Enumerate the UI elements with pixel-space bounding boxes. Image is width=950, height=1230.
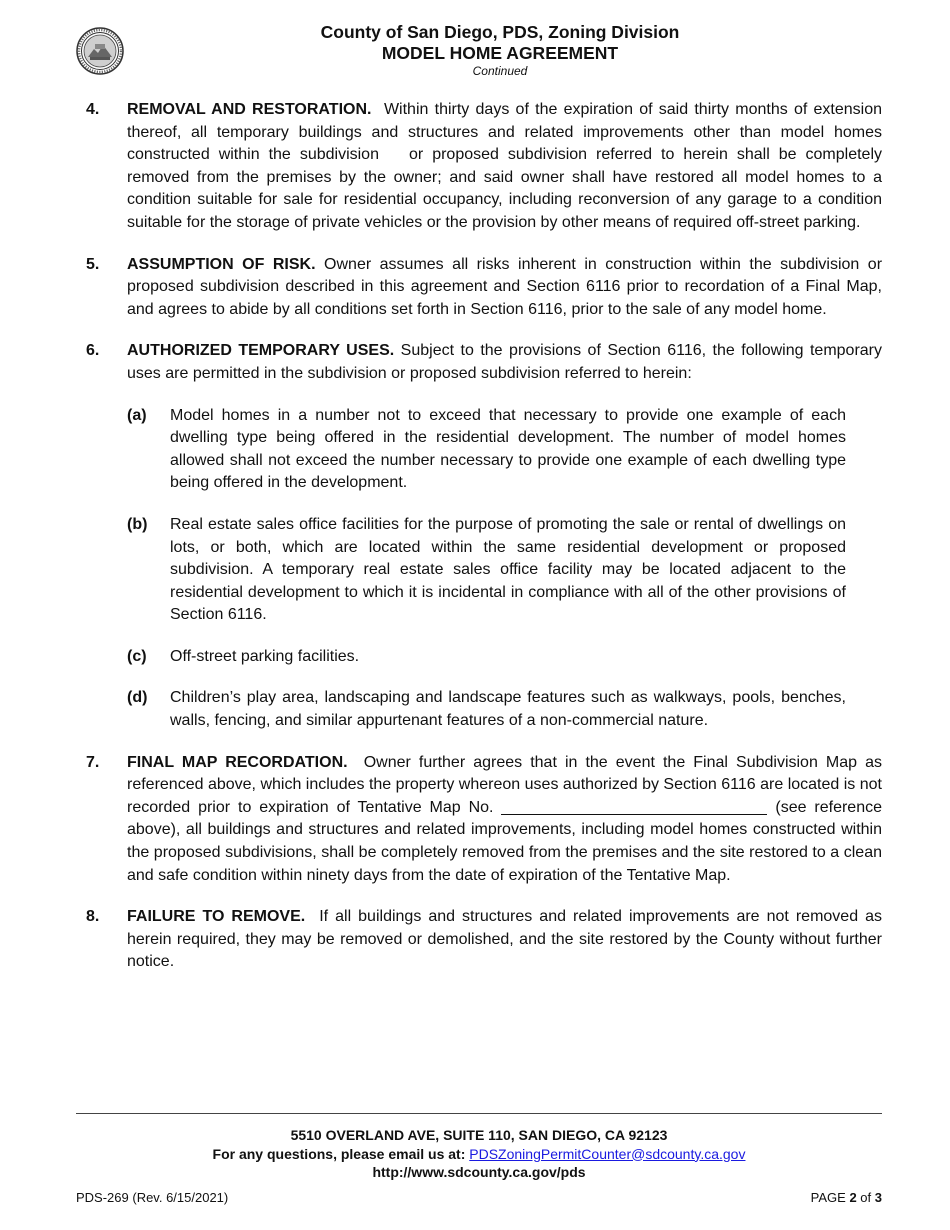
item-label: (d) [127,689,148,707]
section-text: FAILURE TO REMOVE. If all buildings and structures and related improvements are not removed as herein required, they may be removed or demolished, and the site restored by the County without further notice. [127,908,883,971]
form-revision-id: PDS-269 (Rev. 6/15/2021) [76,1190,229,1205]
footer-divider [76,1113,882,1114]
list-item [127,405,846,495]
item-label: (b) [127,515,148,533]
section-title: FINAL MAP RECORDATION. [127,753,348,771]
list-item [127,514,846,627]
section-6 [86,340,882,732]
list-item [127,687,846,732]
section-number: 7. [86,753,100,771]
email-link[interactable]: PDSZoningPermitCounter@sdcounty.ca.gov [469,1145,746,1162]
agreement-title: MODEL HOME AGREEMENT [381,43,619,63]
page-number: PAGE 2 of 3 [810,1190,882,1205]
website-url: http://www.sdcounty.ca.gov/pds [372,1164,586,1180]
section-number: 5. [86,255,100,273]
county-seal-logo [76,27,124,75]
section-text: REMOVAL AND RESTORATION. Within thirty days of the expiration of said thirty months of extension thereof, all temporary buildings and structures and related improvements other than model homes constructed within the subdivision or proposed subdivision referred to herein shall be completely removed from the premises by the owner; and said owner shall have restored all model homes to a condition suitable for sale for residential occupancy, including reconversion of any garage to a condition suitable for the storage of private vehicles or the provision by other means of required off-street parking. [127,101,883,231]
item-text: Off-street parking facilities. [170,647,360,665]
temporary-uses-list [127,405,846,733]
county-division-title: County of San Diego, PDS, Zoning Division [320,22,680,42]
section-number: 6. [86,342,100,360]
continued-label: Continued [472,64,528,78]
document-header [200,22,800,79]
item-label: (c) [127,647,147,665]
section-text: FINAL MAP RECORDATION. Owner further agrees that in the event the Final Subdivision Map as referenced above, which includes the property whereon uses authorized by Section 6116 are located is not recorded prior to expiration of Tentative Map No. (see reference above), all buildings and structures and related improvements, including model homes constructed within the proposed subdivisions, shall be completely removed from the premises and the site restored to a clean and safe condition within ninety days from the date of expiration of the Tentative Map. [127,753,883,884]
section-title: ASSUMPTION OF RISK. [127,255,316,273]
tentative-map-number-field[interactable] [501,798,767,815]
section-number: 8. [86,908,100,926]
item-text: Model homes in a number not to exceed that necessary to provide one example of each dwelling type being offered in the residential development. The number of model homes allowed shall not exceed the number necessary to provide one example of each dwelling type being offered in the development. [170,406,846,492]
section-text: ASSUMPTION OF RISK. Owner assumes all risks inherent in construction within the subdivision or proposed subdivision described in this agreement and Section 6116 prior to recordation of a Final Map, and agrees to abide by all conditions set forth in Section 6116, prior to the sale of any model home. [127,255,883,318]
section-text: AUTHORIZED TEMPORARY USES. Subject to the provisions of Section 6116, the following temporary uses are permitted in the subdivision or proposed subdivision referred to herein: [127,342,882,382]
section-8 [86,906,882,974]
section-title: FAILURE TO REMOVE. [127,908,306,926]
item-text: Children’s play area, landscaping and landscape features such as walkways, pools, benches, walls, fencing, and similar appurtenant features of a non-commercial nature. [170,689,846,730]
section-4 [86,99,882,235]
footer [76,1126,882,1182]
agreement-body [86,99,882,993]
item-label: (a) [127,406,147,424]
section-number: 4. [86,101,100,118]
item-text: Real estate sales office facilities for the purpose of promoting the sale or rental of dwellings on lots, or both, which are located within the same residential development or proposed subdivision. A temporary real estate sales office facility may be located adjacent to the residential development to which it is incidental in compliance with all of the other provisions of Section 6116. [170,515,846,624]
section-7 [86,752,882,888]
office-address: 5510 OVERLAND AVE, SUITE 110, SAN DIEGO, CA 92123 [290,1127,668,1143]
list-item [127,646,846,669]
section-title: AUTHORIZED TEMPORARY USES. [127,342,395,360]
contact-line: For any questions, please email us at: PDSZoningPermitCounter@sdcounty.ca.gov [212,1145,746,1162]
section-5 [86,254,882,322]
section-title: REMOVAL AND RESTORATION. [127,101,372,118]
